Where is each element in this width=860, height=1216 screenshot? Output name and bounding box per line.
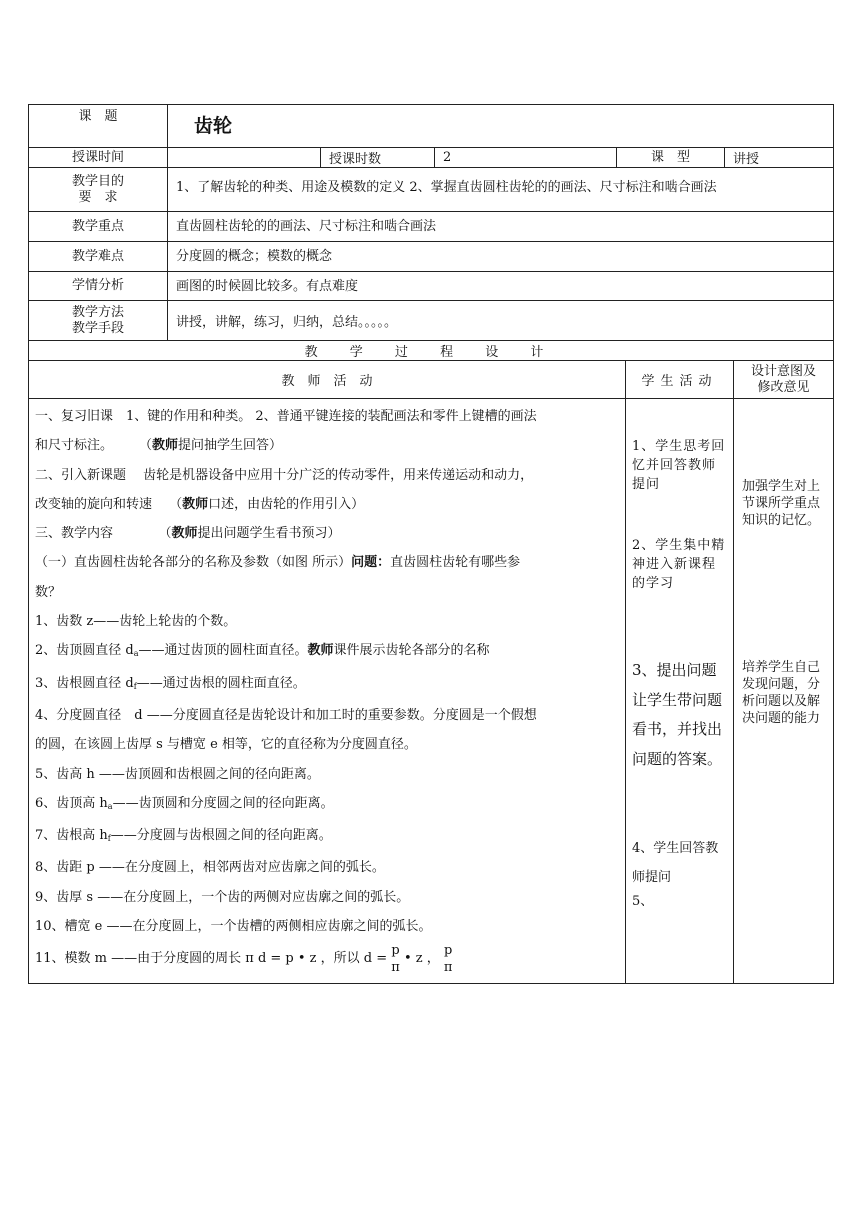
teacher-line: 5、齿高 h ——齿顶圆和齿根圆之间的径向距离。 (35, 766, 320, 782)
key-label: 教学重点 (29, 212, 168, 242)
teacher-line: 9、齿厚 s ——在分度圆上，一个齿的两侧对应齿廓之间的弧长。 (35, 889, 410, 905)
teacher-line: 2、齿顶圆直径 $d_a——$通过齿顶的圆柱面直径。教师课件展示齿轮各部分的名称 (35, 643, 490, 659)
header-table (28, 104, 834, 361)
method-value: 讲授，讲解，练习，归纳，总结。。。。。 (168, 301, 834, 341)
student-col-header: 学生活动 (626, 361, 734, 399)
design-col-header-line1: 设计意图及 (750, 363, 816, 379)
type-label: 课 型 (617, 148, 725, 168)
difficulty-value: 分度圆的概念；模数的概念 (168, 242, 834, 272)
fraction-p-over-pi-2: p π (443, 942, 453, 975)
student-item-5: 5、 (632, 894, 654, 909)
teacher-line: 和尺寸标注。 （教师提问抽学生回答） (35, 438, 283, 454)
modulus-line: 11、模数 m ——由于分度圆的周长 π d = p • z ，所以 d = p π • z ， p π (35, 942, 453, 975)
teacher-line: 一、复习旧课 1、键的作用和种类。 2、普通平键连接的装配画法和零件上键槽的画法 (35, 409, 537, 424)
student-item-1: 1、学生思考回忆并回答教师提问 (632, 439, 726, 492)
teacher-line: 4、分度圆直径 d ——分度圆直径是齿轮设计和加工时的重要参数。分度圆是一个假想 (35, 707, 537, 723)
student-item-2: 2、学生集中精神进入新课程的学习 (632, 538, 726, 591)
method-label (29, 301, 168, 341)
goal-label (29, 168, 168, 212)
course-title: 齿轮 (168, 105, 834, 148)
fraction-p-over-pi: p π (391, 942, 400, 975)
design-col-header (734, 361, 834, 399)
teacher-line: 7、齿根高 $h_f——$分度圆与齿根圆之间的径向距离。 (35, 828, 332, 844)
teacher-line: 三、教学内容 （教师提出问题学生看书预习） (35, 526, 341, 542)
type-value: 讲授 (725, 148, 834, 168)
teacher-line: 二、引入新课题 齿轮是机器设备中应用十分广泛的传动零件，用来传递运动和动力， (35, 467, 534, 483)
teacher-line: （一）直齿圆柱齿轮各部分的名称及参数（如图 所示）问题：直齿圆柱齿轮有哪些参 (35, 555, 521, 571)
student-activity (626, 399, 734, 984)
teacher-line: 8、齿距 p ——在分度圆上，相邻两齿对应齿廓之间的弧长。 (35, 860, 385, 876)
design-item-1: 加强学生对上节课所学重点知识的记忆。 (742, 479, 821, 528)
time-label: 授课时间 (29, 148, 168, 168)
analysis-label: 学情分析 (29, 272, 168, 301)
lesson-plan-sheet (28, 104, 833, 984)
teacher-line: 3、齿根圆直径 $d_f——$通过齿根的圆柱面直径。 (35, 675, 306, 691)
teacher-line: 6、齿顶高 $h_a——$齿顶圆和分度圆之间的径向距离。 (35, 795, 334, 811)
teacher-line: 1、齿数 z——齿轮上轮齿的个数。 (35, 614, 237, 630)
key-value: 直齿圆柱齿轮的的画法、尺寸标注和啮合画法 (168, 212, 834, 242)
design-intent (734, 399, 834, 984)
teacher-activity (29, 399, 626, 984)
hours-label: 授课时数 (321, 148, 435, 168)
design-col-header-line2: 修改意见 (757, 379, 810, 395)
teacher-line: 数？ (35, 584, 62, 600)
process-section-title: 教 学 过 程 设 计 (29, 341, 834, 361)
method-label-line2: 教学手段 (71, 320, 124, 336)
hours-value: 2 (435, 148, 617, 168)
goal-value: 1、了解齿轮的种类、用途及模数的定义 2、掌握直齿圆柱齿轮的的画法、尺寸标注和啮合画法 (168, 168, 834, 212)
process-table (28, 360, 834, 984)
student-item-4: 4、学生回答教师提问 (632, 841, 719, 885)
teacher-line: 10、槽宽 e ——在分度圆上，一个齿槽的两侧相应齿廓之间的弧长。 (35, 919, 432, 935)
analysis-value: 画图的时候圆比较多。有点难度 (168, 272, 834, 301)
goal-label-line1: 教学目的 (71, 173, 124, 189)
difficulty-label: 教学难点 (29, 242, 168, 272)
teacher-col-header: 教 师 活 动 (29, 361, 626, 399)
time-value (168, 148, 321, 168)
teacher-line: 改变轴的旋向和转速 （教师口述，由齿轮的作用引入） (35, 496, 365, 512)
design-item-2: 培养学生自己发现问题，分析问题以及解决问题的能力 (742, 660, 821, 726)
student-item-3: 3、提出问题让学生带问题看书，并找出问题的答案。 (632, 661, 723, 768)
goal-label-line2: 要 求 (78, 189, 118, 205)
teacher-line: 的圆，在该圆上齿厚 s 与槽宽 e 相等，它的直径称为分度圆直径。 (35, 737, 417, 753)
method-label-line1: 教学方法 (71, 304, 124, 320)
course-label: 课 题 (29, 105, 168, 148)
